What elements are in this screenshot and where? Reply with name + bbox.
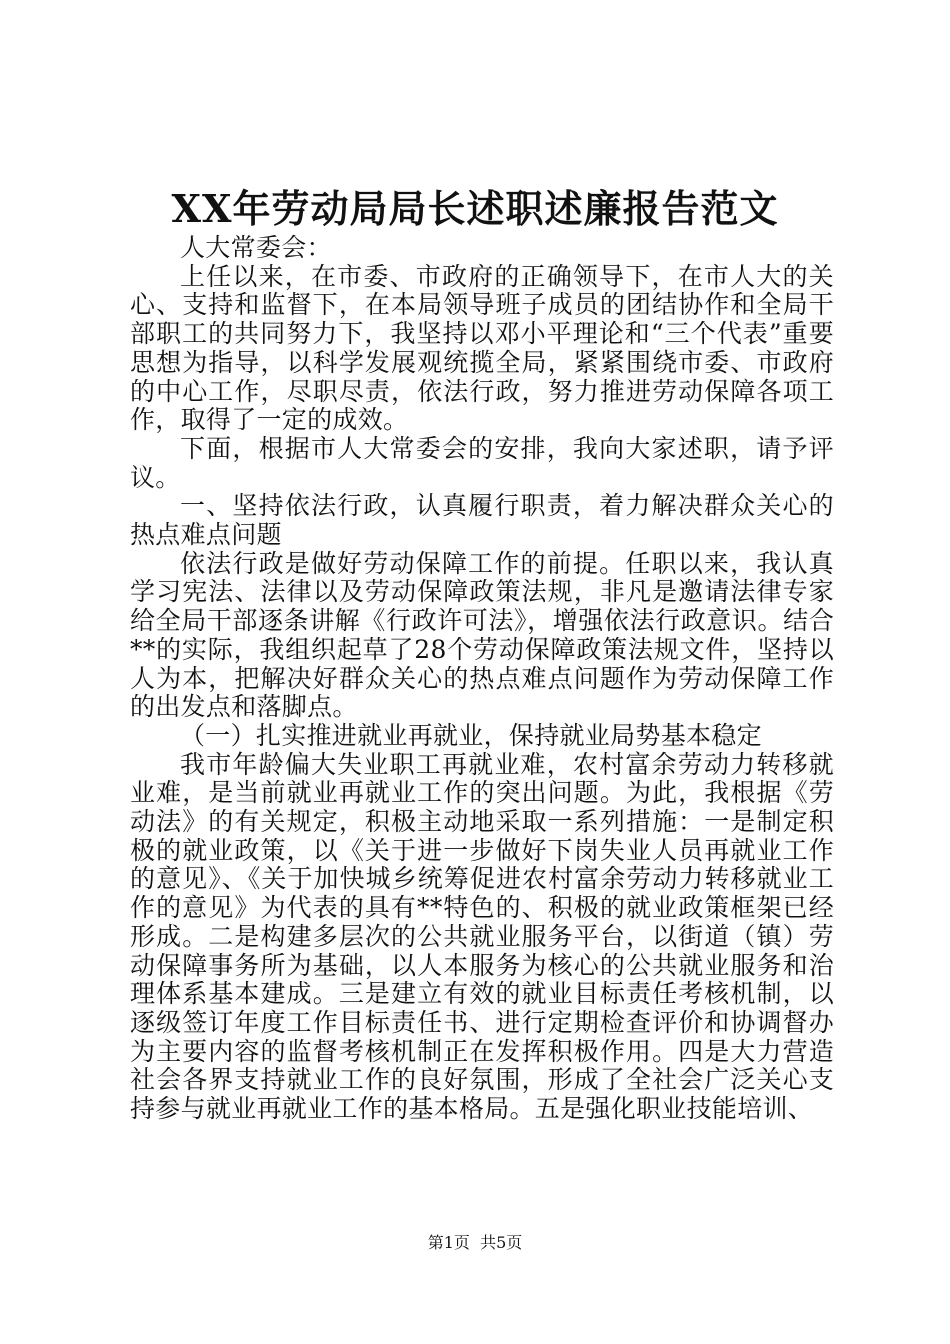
paragraph-intro: 上任以来，在市委、市政府的正确领导下，在市人大的关心、支持和监督下，在本局领导班子成员的团结协作和全局干部职工的共同努力下，我坚持以邓小平理论和“三个代表”重要思想为指导，以科学发展观统揽全局，紧紧围绕市委、市政府的中心工作，尽职尽责，依法行政，努力推进劳动保障各项工作，取得了一定的成效。	[130, 261, 834, 435]
page-footer	[0, 1232, 950, 1254]
document-title: XX年劳动局局长述职述廉报告范文	[171, 186, 779, 231]
subsection-heading-1: （一）扎实推进就业再就业，保持就业局势基本稳定	[180, 720, 762, 750]
paragraph-report-statement: 下面，根据市人大常委会的安排，我向大家述职，请予评议。	[130, 433, 834, 492]
section-heading-1: 一、坚持依法行政，认真履行职责，着力解决群众关心的热点难点问题	[130, 491, 834, 550]
page-number: 第1页 共5页	[427, 1233, 523, 1252]
paragraph-employment: 我市年龄偏大失业职工再就业难，农村富余劳动力转移就业难，是当前就业再就业工作的突出问题。为此，我根据《劳动法》的有关规定，积极主动地采取一系列措施：一是制定积极的就业政策，以《关于进一步做好下岗失业人员再就业工作的意见》、《关于加快城乡统筹促进农村富余劳动力转移就业工作的意见》为代表的具有**特色的、积极的就业政策框架已经形成。二是构建多层次的公共就业服务平台，以街道（镇）劳动保障事务所为基础，以人本服务为核心的公共就业服务和治理体系基本建成。三是建立有效的就业目标责任考核机制，以逐级签订年度工作目标责任书、进行定期检查评价和协调督办为主要内容的监督考核机制正在发挥积极作用。四是大力营造社会各界支持就业工作的良好氛围，形成了全社会广泛关心支持参与就业再就业工作的基本格局。五是强化职业技能培训、	[130, 749, 834, 1124]
salutation: 人大常委会：	[180, 233, 332, 262]
paragraph-law-admin: 依法行政是做好劳动保障工作的前提。任职以来，我认真学习宪法、法律以及劳动保障政策法规，非凡是邀请法律专家给全局干部逐条讲解《行政许可法》，增强依法行政意识。结合**的实际，我组织起草了28个劳动保障政策法规文件，坚持以人为本，把解决好群众关心的热点难点问题作为劳动保障工作的出发点和落脚点。	[130, 548, 834, 722]
document-body	[130, 234, 834, 1124]
